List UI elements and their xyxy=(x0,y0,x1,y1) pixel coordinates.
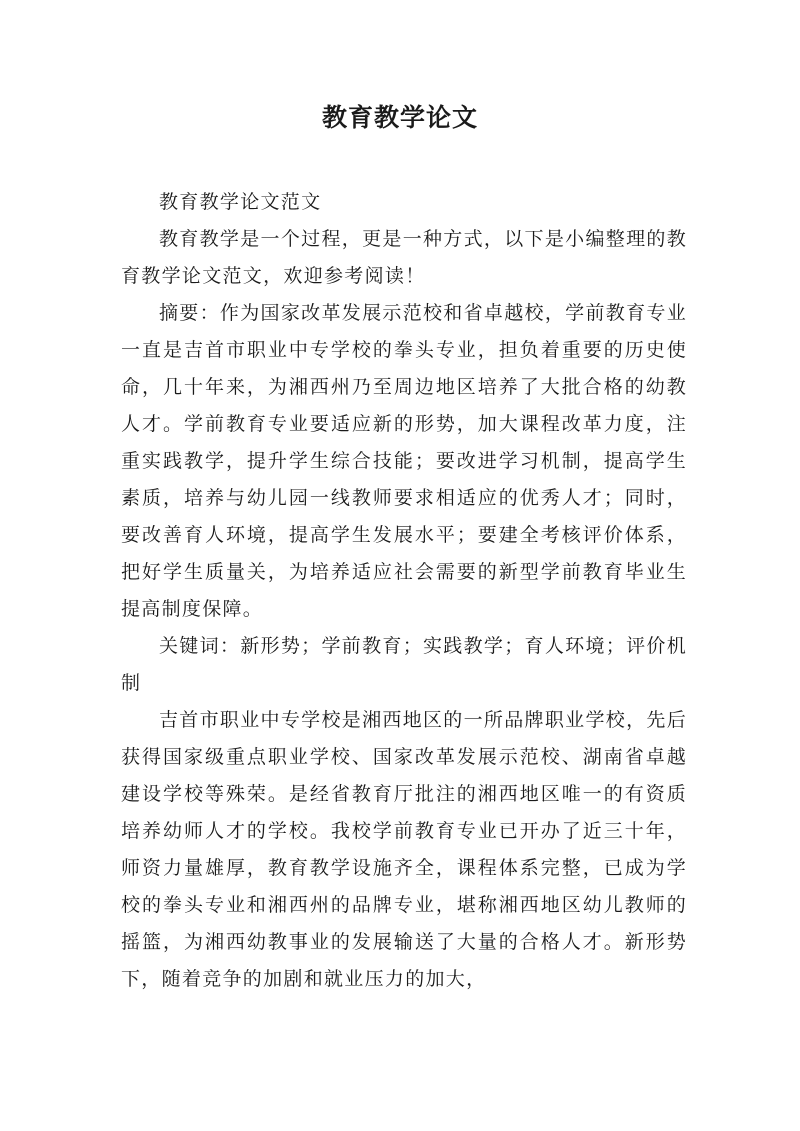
document-body xyxy=(121,184,687,998)
paragraph-keywords: 关键词：新形势；学前教育；实践教学；育人环境；评价机制 xyxy=(121,635,687,694)
paragraph-abstract: 摘要：作为国家改革发展示范校和省卓越校，学前教育专业一直是吉首市职业中专学校的拳头专业，担负着重要的历史使命，几十年来，为湘西州乃至周边地区培养了大批合格的幼教人才。学前教育专业要适应新的形势，加大课程改革力度，注重实践教学，提升学生综合技能；要改进学习机制，提高学生素质，培养与幼儿园一线教师要求相适应的优秀人才；同时，要改善育人环境，提高学生发展水平；要建全考核评价体系，把好学生质量关，为培养适应社会需要的新型学前教育毕业生提高制度保障。 xyxy=(121,302,687,620)
paragraph-heading: 教育教学论文范文 xyxy=(159,191,322,213)
document-title: 教育教学论文 xyxy=(321,103,478,132)
paragraph-body: 吉首市职业中专学校是湘西地区的一所品牌职业学校，先后获得国家级重点职业学校、国家改革发展示范校、湖南省卓越建设学校等殊荣。是经省教育厅批注的湘西地区唯一的有资质培养幼师人才的学校。我校学前教育专业已开办了近三十年，师资力量雄厚，教育教学设施齐全，课程体系完整，已成为学校的拳头专业和湘西州的品牌专业，堪称湘西地区幼儿教师的摇篮，为湘西幼教事业的发展输送了大量的合格人才。新形势下，随着竞争的加剧和就业压力的加大， xyxy=(121,709,687,990)
paragraph-intro: 教育教学是一个过程，更是一种方式，以下是小编整理的教育教学论文范文，欢迎参考阅读！ xyxy=(121,228,687,287)
